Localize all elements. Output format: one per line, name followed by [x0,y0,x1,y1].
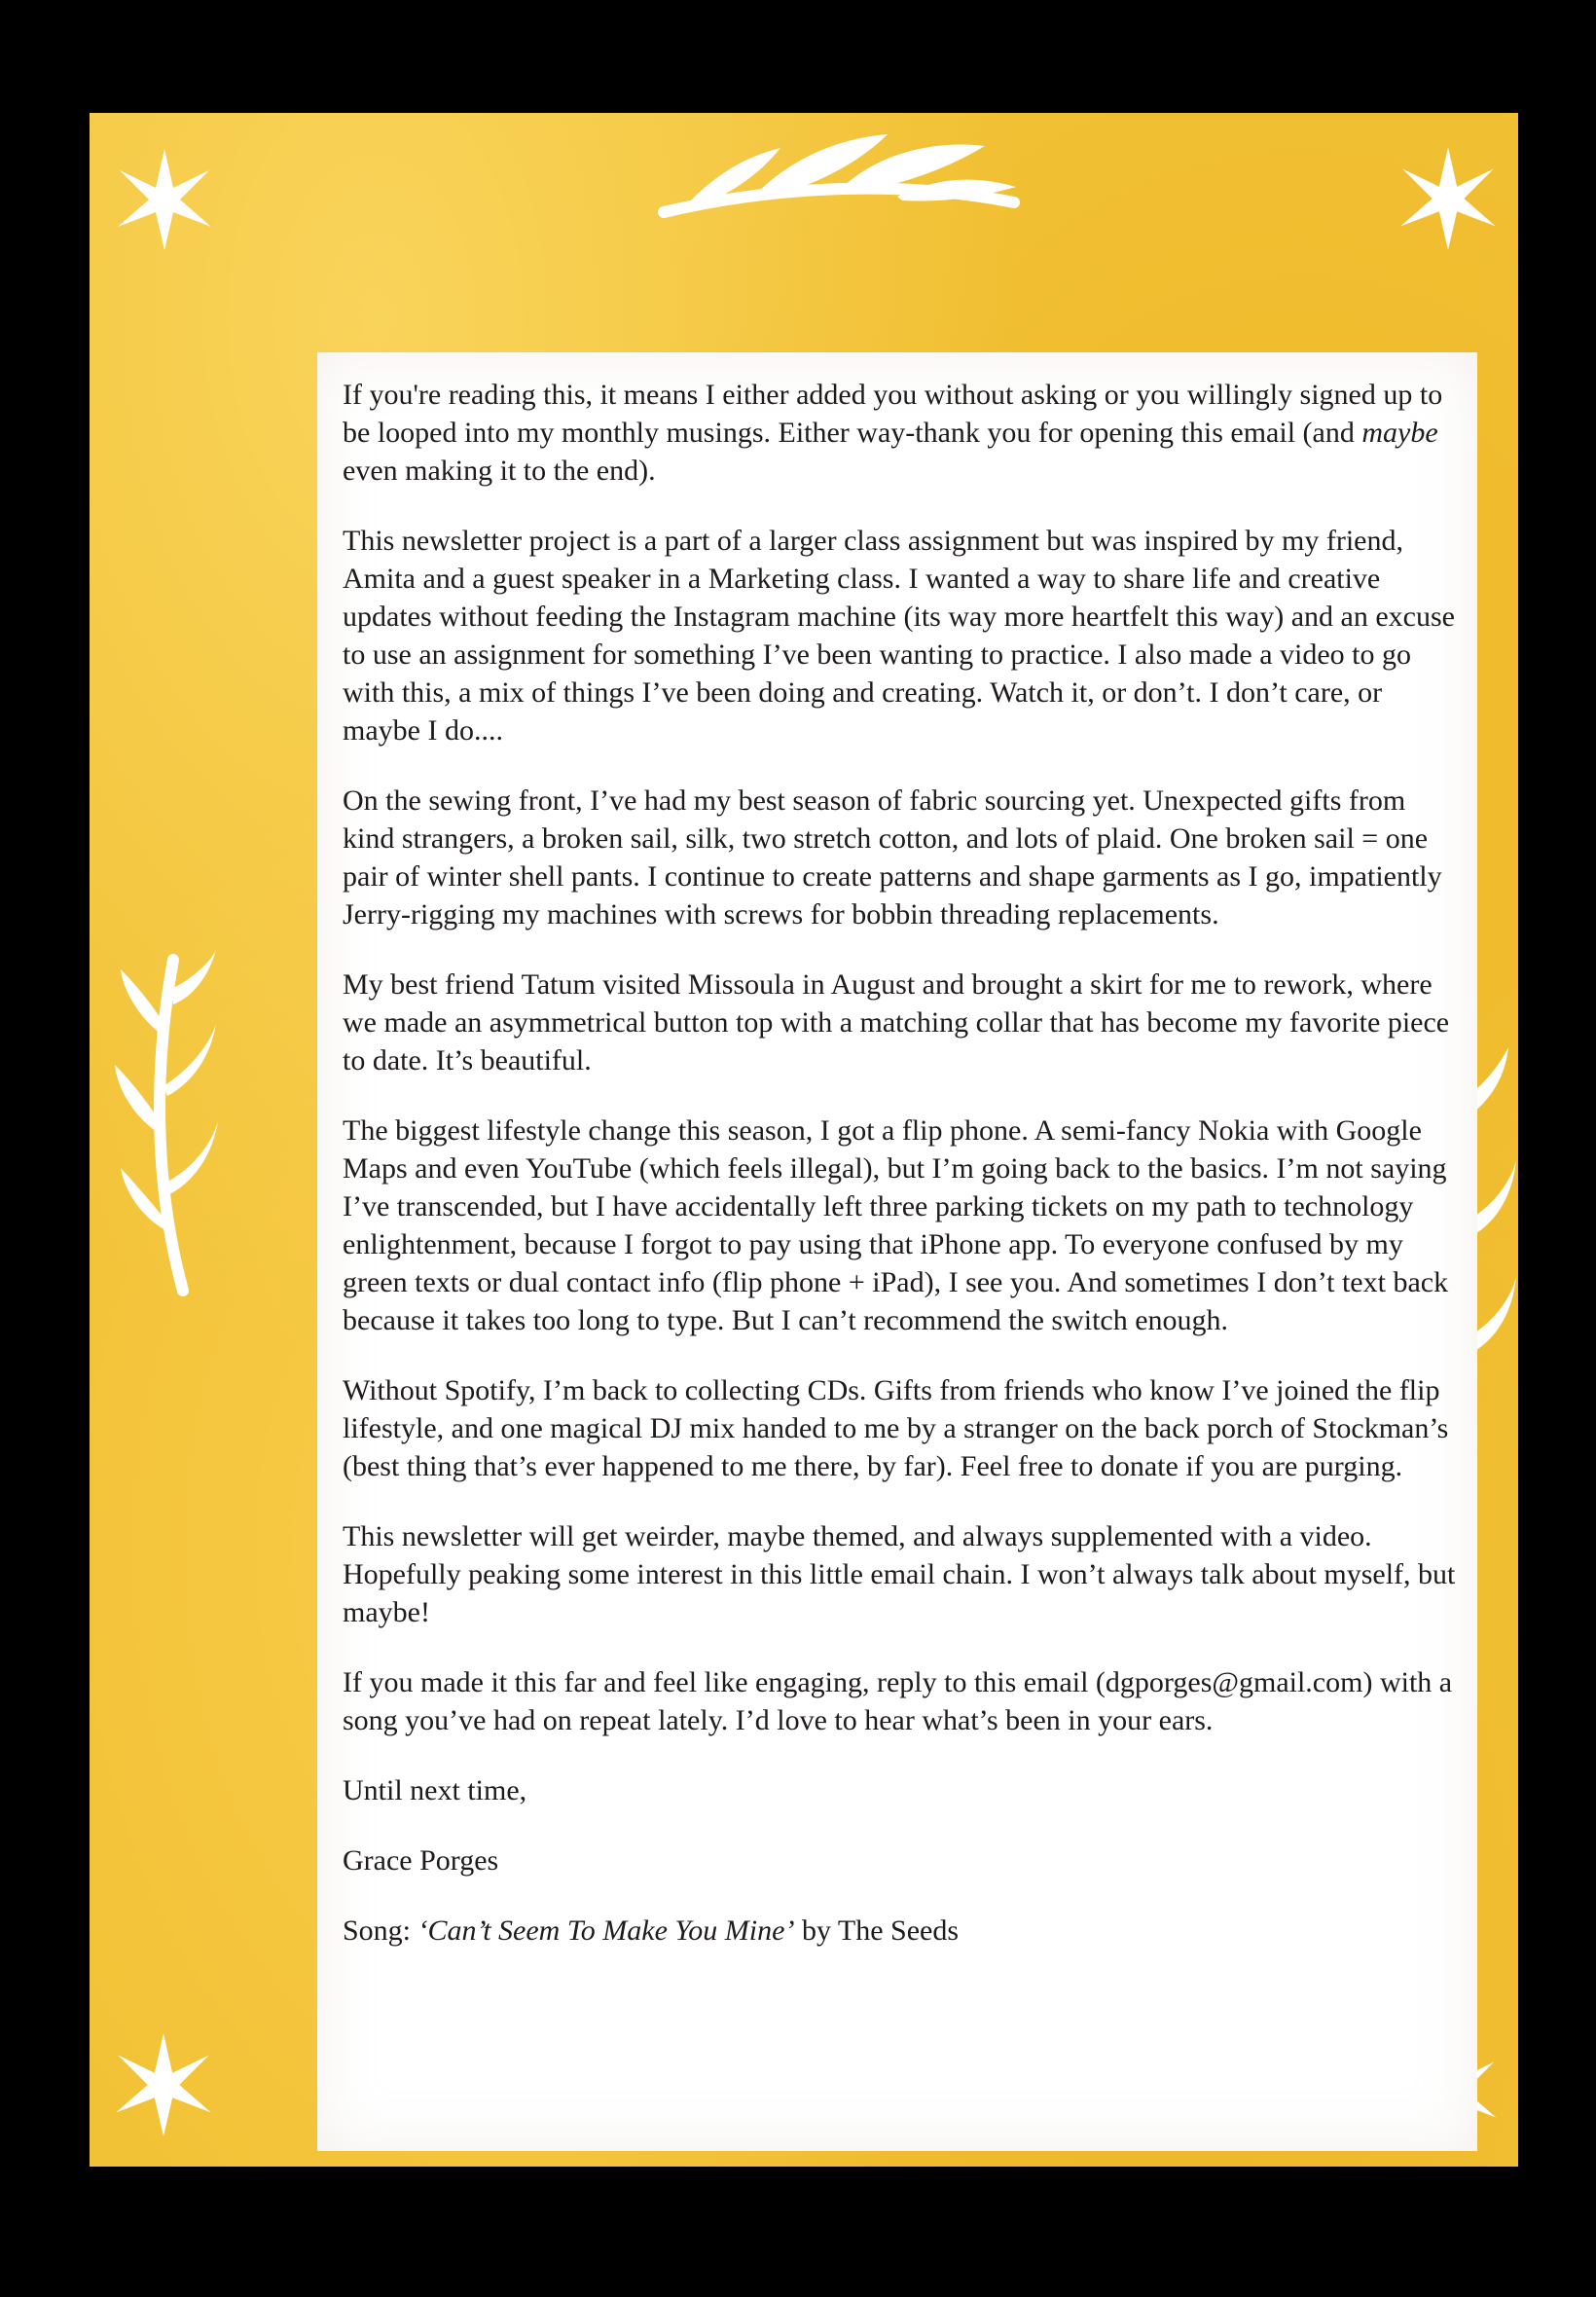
star-burst-icon [1394,144,1503,253]
intro-emphasis: maybe [1361,417,1438,449]
friend-paragraph: My best friend Tatum visited Missoula in August and brought a skirt for me to rework, where we made an asymmetrical button top with a matching collar that has become my favorite piece to date. It’s beautiful. [343,968,1450,1076]
project-paragraph: This newsletter project is a part of a larger class assignment but was inspired by my friend, Amita and a guest speaker in a Marketing class. I wanted a way to share life and creative updates without feeding the Instagram machine (its way more heartfelt this way) and an excuse to use an assignment for something I’ve been wanting to practice. I also made a video to go with this, a mix of things I’ve been doing and creating. Watch it, or don’t. I don’t care, or maybe I do.... [343,525,1455,747]
intro-paragraph [343,376,1462,490]
song-title: ‘Can’t Seem To Make You Mine’ [417,1914,795,1947]
newsletter-body [317,352,1477,2151]
sewing-paragraph: On the sewing front, I’ve had my best season of fabric sourcing yet. Unexpected gifts from kind strangers, a broken sail, silk, two stretch cotton, and lots of plaid. One broken sail = one pair of winter shell pants. I continue to create patterns and shape garments as I go, impatiently Jerry-rigging my machines with screws for bobbin threading replacements. [343,784,1442,930]
leaf-sprig-icon [654,119,1024,226]
reply-paragraph: If you made it this far and feel like engaging, reply to this email (dgporges@gmail.com) with a song you’ve had on repeat lately. I’d love to hear what’s been in your ears. [343,1666,1453,1736]
intro-text: If you're reading this, it means I either added you without asking or you willingly signed up to be looped into my monthly musings. Either way-thank you for opening this email (and [343,379,1443,449]
intro-text-end: even making it to the end). [343,455,656,487]
cds-paragraph: Without Spotify, I’m back to collecting CDs. Gifts from friends who know I’ve joined the flip lifestyle, and one magical DJ mix handed to me by a stranger on the back porch of Stockman’s (best thing that’s ever happened to me there, by far). Feel free to donate if you are purging. [343,1374,1449,1482]
flip-phone-paragraph: The biggest lifestyle change this season, I got a flip phone. A semi-fancy Nokia with Google Maps and even YouTube (which feels illegal), but I’m going back to the basics. I’m not saying I’ve transcended, but I have accidentally left three parking tickets on my path to technology enlightenment, because I forgot to pay using that iPhone app. To everyone confused by my green texts or dual contact info (flip phone + iPad), I see you. And sometimes I don’t text back because it takes too long to type. But I can’t recommend the switch enough. [343,1114,1449,1336]
song-line [343,1912,1462,1950]
star-burst-icon [111,146,218,253]
signoff: Until next time, [343,1774,527,1806]
future-paragraph: This newsletter will get weirder, maybe themed, and always supplemented with a video. Hopefully peaking some interest in this little email chain. I won’t always talk about myself, but maybe! [343,1520,1456,1628]
song-label: Song: [343,1914,418,1947]
song-artist: by The Seeds [794,1914,960,1947]
newsletter-text [343,376,1462,1982]
newsletter-frame [90,113,1518,2167]
signature: Grace Porges [343,1844,499,1877]
star-burst-icon [109,2030,218,2139]
leaf-sprig-icon [115,950,222,1300]
